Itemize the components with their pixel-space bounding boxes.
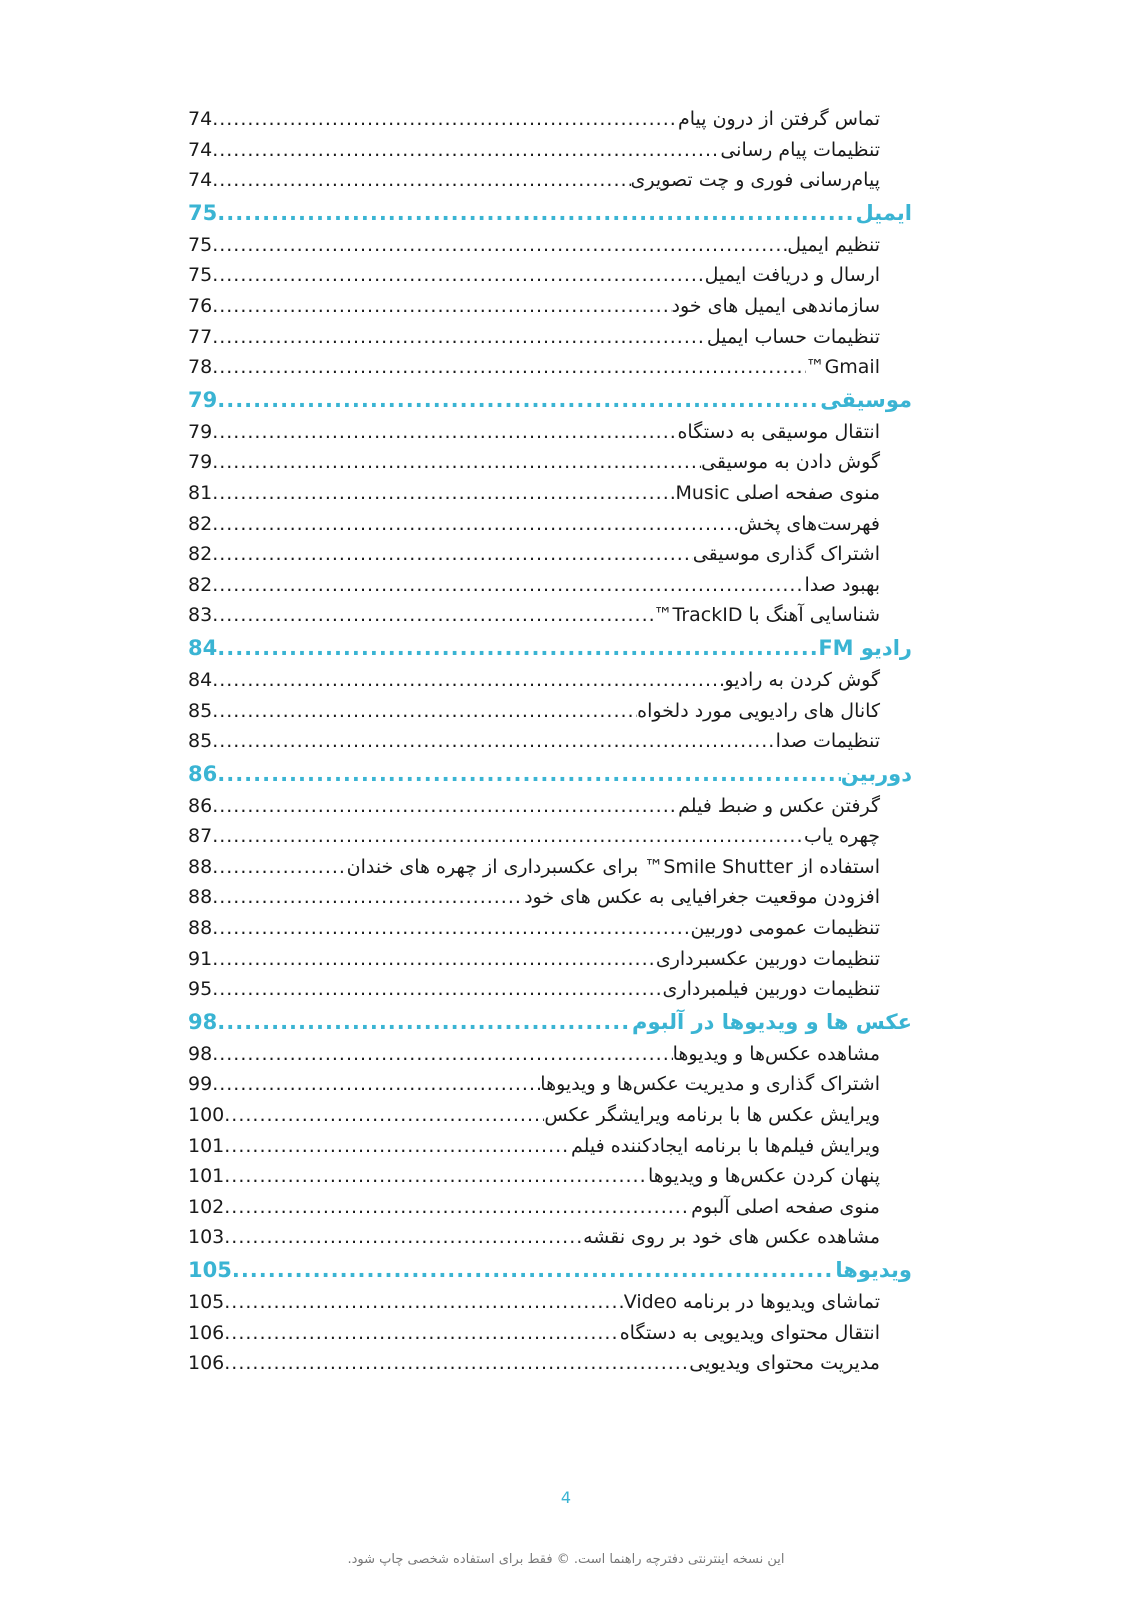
toc-entry[interactable]	[188, 322, 912, 353]
entry-title: تنظیمات دوربین فیلمبرداری	[662, 978, 880, 1001]
entry-page-number: 75	[188, 200, 218, 225]
entry-title: ارسال و دریافت ایمیل	[704, 264, 880, 287]
toc-entry[interactable]	[188, 1222, 912, 1253]
entry-page-number: 84	[188, 635, 218, 660]
entry-title: چهره یاب	[804, 825, 880, 848]
toc-entry[interactable]	[188, 230, 912, 261]
toc-entry[interactable]	[188, 696, 912, 727]
toc-entry[interactable]	[188, 791, 912, 822]
toc-entry[interactable]	[188, 165, 912, 196]
footer-note: این نسخه اینترنتی دفترچه راهنما است. © فقط برای استفاده شخصی چاپ شود.	[347, 1552, 785, 1567]
dot-leader	[212, 913, 690, 944]
toc-section-heading[interactable]	[188, 196, 912, 230]
entry-page-number: 77	[188, 325, 213, 348]
toc-entry[interactable]	[188, 821, 912, 852]
entry-title: مدیریت محتوای ویدیویی	[689, 1352, 880, 1375]
dot-leader	[224, 1100, 544, 1131]
dot-leader	[212, 791, 678, 822]
entry-page-number: 75	[188, 264, 213, 287]
entry-page-number: 74	[188, 169, 213, 192]
entry-title: پیام‌رسانی فوری و چت تصویری	[630, 169, 880, 192]
entry-title: تنظیم ایمیل	[787, 233, 880, 256]
entry-title: اشتراک گذاری موسیقی	[692, 543, 880, 566]
dot-leader	[224, 1318, 619, 1349]
toc-entry[interactable]	[188, 600, 912, 631]
toc-entry[interactable]	[188, 913, 912, 944]
entry-title: مشاهده عکس‌ها و ویدیوها	[672, 1042, 880, 1065]
toc-entry[interactable]	[188, 1069, 912, 1100]
table-of-contents	[188, 104, 912, 1379]
entry-title: کانال های رادیویی مورد دلخواه	[637, 699, 880, 722]
toc-entry[interactable]	[188, 944, 912, 975]
dot-leader	[212, 291, 671, 322]
entry-title: گوش کردن به رادیو	[724, 668, 880, 691]
toc-entry[interactable]	[188, 352, 912, 383]
toc-entry[interactable]	[188, 478, 912, 509]
toc-section-heading[interactable]	[188, 1005, 912, 1039]
entry-title: تنظیمات دوربین عکسبرداری	[655, 947, 880, 970]
entry-title: انتقال محتوای ویدیویی به دستگاه	[619, 1321, 880, 1344]
toc-section-heading[interactable]	[188, 1253, 912, 1287]
entry-page-number: 105	[188, 1258, 232, 1282]
entry-title: تنظیمات پیام رسانی	[720, 138, 880, 161]
toc-entry[interactable]	[188, 570, 912, 601]
dot-leader	[212, 570, 804, 601]
entry-page-number: 99	[188, 1073, 213, 1096]
toc-entry[interactable]	[188, 1348, 912, 1379]
dot-leader	[212, 600, 653, 631]
dot-leader	[217, 196, 855, 230]
entry-page-number: 88	[188, 855, 213, 878]
entry-title: گرفتن عکس و ضبط فیلم	[678, 794, 880, 817]
toc-entry[interactable]	[188, 882, 912, 913]
dot-leader	[217, 383, 820, 417]
entry-page-number: 82	[188, 573, 213, 596]
entry-title: منوی صفحه اصلی Music	[675, 481, 880, 504]
entry-title: تماشای ویدیوها در برنامه Video	[623, 1291, 880, 1313]
dot-leader	[212, 165, 630, 196]
entry-title: تنظیمات حساب ایمیل	[706, 325, 880, 348]
toc-entry[interactable]	[188, 1100, 912, 1131]
entry-title: گوش دادن به موسیقی	[701, 451, 880, 474]
dot-leader	[212, 852, 346, 883]
entry-page-number: 79	[188, 420, 213, 443]
entry-page-number: 101	[188, 1134, 225, 1157]
dot-leader	[212, 230, 787, 261]
section-title: عکس ها و ویدیوها در آلبوم	[632, 1009, 912, 1034]
dot-leader	[212, 1039, 672, 1070]
entry-page-number: 106	[188, 1321, 225, 1344]
entry-page-number: 106	[188, 1352, 225, 1375]
entry-title: تنظیمات عمومی دوربین	[690, 917, 880, 940]
toc-entry[interactable]	[188, 1039, 912, 1070]
toc-entry[interactable]	[188, 1161, 912, 1192]
dot-leader	[212, 104, 678, 135]
toc-entry[interactable]	[188, 447, 912, 478]
dot-leader	[212, 974, 662, 1005]
entry-page-number: 88	[188, 886, 213, 909]
entry-page-number: 101	[188, 1165, 225, 1188]
entry-page-number: 105	[188, 1291, 225, 1313]
entry-title: استفاده از Smile Shutter™ برای عکسبرداری از چهره های خندان	[346, 855, 880, 878]
toc-entry[interactable]	[188, 852, 912, 883]
toc-entry[interactable]	[188, 1287, 912, 1318]
entry-title: منوی صفحه اصلی آلبوم	[691, 1195, 880, 1218]
page-number: 4	[560, 1488, 572, 1507]
toc-section-heading[interactable]	[188, 383, 912, 417]
dot-leader	[217, 631, 818, 665]
entry-page-number: 85	[188, 730, 213, 753]
section-title: ایمیل	[855, 200, 912, 225]
entry-page-number: 82	[188, 543, 213, 566]
dot-leader	[212, 352, 805, 383]
toc-entry[interactable]	[188, 1131, 912, 1162]
dot-leader	[212, 478, 675, 509]
entry-page-number: 86	[188, 794, 213, 817]
toc-entry[interactable]	[188, 291, 912, 322]
dot-leader	[212, 882, 524, 913]
entry-title: Gmail™	[805, 356, 880, 379]
entry-title: تماس گرفتن از درون پیام	[677, 108, 880, 130]
dot-leader	[224, 1348, 689, 1379]
entry-title: فهرست‌های پخش	[738, 512, 880, 535]
dot-leader	[224, 1222, 583, 1253]
toc-entry[interactable]	[188, 1192, 912, 1223]
toc-entry[interactable]	[188, 260, 912, 291]
toc-entry[interactable]	[188, 135, 912, 166]
entry-page-number: 100	[188, 1104, 225, 1127]
dot-leader	[212, 696, 637, 727]
toc-entry[interactable]	[188, 726, 912, 757]
entry-title: ویرایش فیلم‌ها با برنامه ایجادکننده فیلم	[570, 1134, 880, 1157]
toc-entry[interactable]	[188, 1318, 912, 1349]
entry-page-number: 85	[188, 699, 213, 722]
dot-leader	[224, 1192, 691, 1223]
dot-leader	[217, 1005, 632, 1039]
entry-title: اشتراک گذاری و مدیریت عکس‌ها و ویدیوها	[540, 1073, 880, 1096]
entry-page-number: 98	[188, 1042, 213, 1065]
toc-entry[interactable]	[188, 104, 912, 135]
entry-page-number: 75	[188, 233, 213, 256]
dot-leader	[232, 1253, 836, 1287]
toc-entry[interactable]	[188, 417, 912, 448]
section-title: موسیقی	[820, 387, 912, 412]
entry-title: افزودن موقعیت جغرافیایی به عکس های خود	[524, 886, 880, 909]
entry-title: تنظیمات صدا	[775, 730, 880, 753]
entry-title: ویرایش عکس ها با برنامه ویرایشگر عکس	[544, 1104, 880, 1127]
dot-leader	[212, 417, 677, 448]
toc-section-heading[interactable]	[188, 631, 912, 665]
entry-page-number: 79	[188, 387, 218, 412]
dot-leader	[212, 135, 720, 166]
dot-leader	[212, 260, 704, 291]
dot-leader	[217, 757, 840, 791]
entry-page-number: 95	[188, 978, 213, 1001]
section-title: دوربین	[840, 761, 912, 786]
entry-page-number: 103	[188, 1226, 225, 1249]
entry-page-number: 98	[188, 1009, 218, 1034]
dot-leader	[212, 509, 738, 540]
dot-leader	[212, 322, 707, 353]
dot-leader	[224, 1287, 624, 1318]
entry-page-number: 83	[188, 604, 213, 627]
entry-page-number: 78	[188, 356, 213, 379]
entry-page-number: 87	[188, 825, 213, 848]
entry-title: شناسایی آهنگ با TrackID™	[653, 604, 880, 627]
dot-leader	[212, 726, 775, 757]
dot-leader	[212, 539, 693, 570]
entry-page-number: 81	[188, 481, 213, 504]
section-title: رادیو FM	[818, 635, 912, 660]
dot-leader	[212, 665, 724, 696]
entry-page-number: 82	[188, 512, 213, 535]
entry-title: انتقال موسیقی به دستگاه	[677, 420, 880, 443]
entry-title: مشاهده عکس های خود بر روی نقشه	[583, 1226, 880, 1249]
toc-section-heading[interactable]	[188, 757, 912, 791]
toc-entry[interactable]	[188, 509, 912, 540]
entry-page-number: 102	[188, 1195, 225, 1218]
dot-leader	[212, 447, 701, 478]
dot-leader	[224, 1131, 571, 1162]
entry-page-number: 84	[188, 668, 213, 691]
dot-leader	[212, 1069, 540, 1100]
entry-page-number: 74	[188, 138, 213, 161]
dot-leader	[224, 1161, 648, 1192]
entry-title: پنهان کردن عکس‌ها و ویدیوها	[647, 1165, 880, 1188]
entry-page-number: 76	[188, 294, 213, 317]
toc-entry[interactable]	[188, 665, 912, 696]
entry-page-number: 88	[188, 917, 213, 940]
toc-entry[interactable]	[188, 974, 912, 1005]
dot-leader	[212, 944, 656, 975]
toc-entry[interactable]	[188, 539, 912, 570]
section-title: ویدیوها	[835, 1258, 912, 1282]
entry-title: بهبود صدا	[804, 573, 880, 596]
entry-page-number: 86	[188, 761, 218, 786]
entry-page-number: 79	[188, 451, 213, 474]
dot-leader	[212, 821, 804, 852]
entry-page-number: 91	[188, 947, 213, 970]
entry-title: سازماندهی ایمیل های خود	[671, 294, 880, 317]
entry-page-number: 74	[188, 108, 213, 130]
